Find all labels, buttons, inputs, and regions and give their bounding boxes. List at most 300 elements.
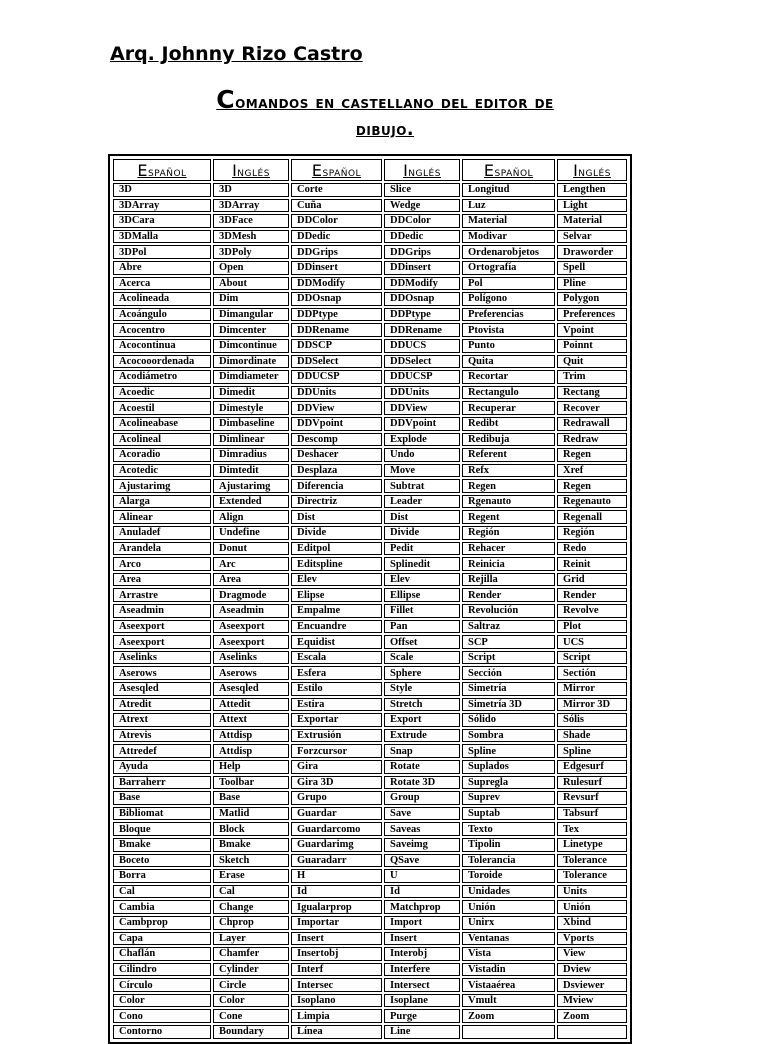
table-cell: Xref [557,464,627,478]
table-cell: Exportar [291,713,382,727]
table-cell: Leader [384,495,460,509]
column-header [213,159,289,181]
table-cell: DDRename [384,323,460,337]
table-cell: Acocentro [113,323,211,337]
table-cell: Color [213,994,289,1008]
table-cell: DDSelect [291,355,382,369]
table-cell: Toolbar [213,776,289,790]
table-cell: Poinnt [557,339,627,353]
table-cell: Corte [291,183,382,197]
table-row [113,557,627,571]
table-cell: Círculo [113,978,211,992]
table-cell: DDinsert [384,261,460,275]
table-cell: Redo [557,542,627,556]
table-cell: Descomp [291,433,382,447]
table-cell: Move [384,464,460,478]
table-cell: Recuperar [462,401,555,415]
table-cell: Dimangular [213,308,289,322]
table-cell: Isoplano [291,994,382,1008]
table-row [113,760,627,774]
table-row [113,854,627,868]
table-cell: Aserows [113,666,211,680]
table-cell: DDUCSP [291,370,382,384]
table-cell: Dist [291,510,382,524]
table-cell: View [557,947,627,961]
table-cell: Revolución [462,604,555,618]
table-cell: Ordenarobjetos [462,245,555,259]
table-cell: DDUCSP [384,370,460,384]
table-row [113,978,627,992]
table-cell: Aseadmin [113,604,211,618]
table-row [113,604,627,618]
table-row [113,666,627,680]
table-cell: About [213,277,289,291]
table-cell: Pedit [384,542,460,556]
table-cell: DDUnits [384,386,460,400]
table-cell: DDGrips [384,245,460,259]
table-row [113,339,627,353]
table-cell: Atrext [113,713,211,727]
table-cell: Ventanas [462,932,555,946]
table-cell: Arandela [113,542,211,556]
table-row [113,495,627,509]
table-cell: Acotedic [113,464,211,478]
column-header [557,159,627,181]
table-cell: Elev [384,573,460,587]
table-cell: Tolerance [557,869,627,883]
table-cell: Open [213,261,289,275]
table-cell: Línea [291,1025,382,1039]
table-cell: Rejilla [462,573,555,587]
table-cell: Divide [384,526,460,540]
table-cell: Estilo [291,682,382,696]
table-cell: Export [384,713,460,727]
table-cell: Suptab [462,807,555,821]
table-cell: Aserows [213,666,289,680]
table-cell: Guaradarr [291,854,382,868]
table-cell: Polygon [557,292,627,306]
table-row [113,885,627,899]
table-cell: Base [113,791,211,805]
table-cell: Ptovista [462,323,555,337]
table-cell: Extended [213,495,289,509]
table-cell: Quita [462,355,555,369]
table-row [113,308,627,322]
table-cell: Recover [557,401,627,415]
table-cell: Acolineabase [113,417,211,431]
table-cell: Capa [113,932,211,946]
table-cell: Acolineal [113,433,211,447]
table-cell: Escala [291,651,382,665]
table-cell: Dimlinear [213,433,289,447]
table-cell: Interfere [384,963,460,977]
table-cell: Redibuja [462,433,555,447]
table-cell: DDView [384,401,460,415]
table-cell: Regen [557,479,627,493]
table-cell: Cambprop [113,916,211,930]
table-cell: Boceto [113,854,211,868]
table-cell: Dimdiameter [213,370,289,384]
table-row [113,776,627,790]
table-cell: Saveimg [384,838,460,852]
table-cell: Vpoint [557,323,627,337]
column-header [384,159,460,181]
table-cell: Equidist [291,635,382,649]
table-cell: Attredef [113,744,211,758]
table-cell: Atrevis [113,729,211,743]
table-cell: Material [557,214,627,228]
table-cell: Arrastre [113,588,211,602]
table-cell: Aseexport [213,635,289,649]
table-cell: 3DCara [113,214,211,228]
table-row [113,199,627,213]
table-cell: Dview [557,963,627,977]
table-cell: Shade [557,729,627,743]
table-cell: 3DMalla [113,230,211,244]
table-cell [462,1025,555,1039]
table-cell: Cuña [291,199,382,213]
table-row [113,1025,627,1039]
table-cell: Forzcursor [291,744,382,758]
table-cell: Xbind [557,916,627,930]
table-cell: Suprev [462,791,555,805]
table-cell: Abre [113,261,211,275]
table-cell: Dragmode [213,588,289,602]
table-cell: Help [213,760,289,774]
table-cell: Trim [557,370,627,384]
table-cell: Layer [213,932,289,946]
table-cell: Dsviewer [557,978,627,992]
table-cell: Bloque [113,822,211,836]
table-cell: Contorno [113,1025,211,1039]
table-cell: Editspline [291,557,382,571]
table-cell: Interobj [384,947,460,961]
table-cell: Style [384,682,460,696]
table-cell: Unión [462,900,555,914]
table-row [113,620,627,634]
table-cell: Rectang [557,386,627,400]
table-cell: Acocooordenada [113,355,211,369]
table-cell: Cono [113,1009,211,1023]
table-cell: UCS [557,635,627,649]
table-cell: Vista [462,947,555,961]
table-cell: Selvar [557,230,627,244]
header-rest: spañol [322,164,362,180]
table-cell: Aselinks [213,651,289,665]
table-row [113,261,627,275]
table-cell: Diferencia [291,479,382,493]
table-cell: Revsurf [557,791,627,805]
table-cell: Spline [557,744,627,758]
table-cell: Rgenauto [462,495,555,509]
table-cell: 3D [113,183,211,197]
table-cell: Luz [462,199,555,213]
table-cell: Unirx [462,916,555,930]
table-cell: Bmake [213,838,289,852]
table-row [113,994,627,1008]
table-cell: Vistadin [462,963,555,977]
table-cell: Script [557,651,627,665]
table-cell: Wedge [384,199,460,213]
table-row [113,573,627,587]
table-row [113,932,627,946]
table-cell: Mirror [557,682,627,696]
table-cell: Encuandre [291,620,382,634]
table-cell: Spell [557,261,627,275]
table-cell: Linetype [557,838,627,852]
table-row [113,791,627,805]
table-cell: Splinedit [384,557,460,571]
table-row [113,292,627,306]
table-cell: Saveas [384,822,460,836]
table-cell: Purge [384,1009,460,1023]
table-cell: Tex [557,822,627,836]
author-name: Arq. Johnny Rizo Castro [110,43,363,65]
table-cell: Block [213,822,289,836]
table-cell: Dimradius [213,448,289,462]
table-cell: Edgesurf [557,760,627,774]
header-initial: I [573,160,579,180]
table-cell: Refx [462,464,555,478]
table-cell: Area [113,573,211,587]
table-cell: Render [462,588,555,602]
table-cell: Dist [384,510,460,524]
table-cell: 3DArray [113,199,211,213]
table-cell: Estira [291,698,382,712]
table-cell: Acoángulo [113,308,211,322]
table-cell: DDUnits [291,386,382,400]
table-cell: Material [462,214,555,228]
table-cell: Guardarcomo [291,822,382,836]
table-cell: DDView [291,401,382,415]
table-cell: Sombra [462,729,555,743]
table-cell: DDinsert [291,261,382,275]
table-cell: Zoom [557,1009,627,1023]
table-row [113,542,627,556]
table-cell: Regen [557,448,627,462]
table-cell: Save [384,807,460,821]
table-cell: Spline [462,744,555,758]
table-cell: Tolerance [557,854,627,868]
table-cell: 3DMesh [213,230,289,244]
table-cell: Undo [384,448,460,462]
table-cell: Tolerancia [462,854,555,868]
table-cell: Barraherr [113,776,211,790]
table-cell: Chamfer [213,947,289,961]
table-cell: DDSelect [384,355,460,369]
table-cell: Ajustarimg [113,479,211,493]
header-initial: I [232,160,238,180]
table-row [113,214,627,228]
table-row [113,838,627,852]
table-cell: Longitud [462,183,555,197]
table-cell: Grupo [291,791,382,805]
table-cell: Quit [557,355,627,369]
table-row [113,651,627,665]
table-cell: Limpia [291,1009,382,1023]
table-cell: Divide [291,526,382,540]
table-cell: Insert [384,932,460,946]
table-cell: Rehacer [462,542,555,556]
table-cell: Ayuda [113,760,211,774]
table-cell: Sphere [384,666,460,680]
table-cell: Explode [384,433,460,447]
table-row [113,682,627,696]
table-cell: Line [384,1025,460,1039]
table-cell: Empalme [291,604,382,618]
table-cell: Id [384,885,460,899]
table-cell: Redibt [462,417,555,431]
table-cell: Stretch [384,698,460,712]
table-cell: Unidades [462,885,555,899]
table-row [113,323,627,337]
commands-table-frame [108,154,632,1044]
table-cell: Suplados [462,760,555,774]
document-title [110,86,660,144]
table-cell: Subtrat [384,479,460,493]
table-cell: Intersec [291,978,382,992]
table-cell: SCP [462,635,555,649]
table-cell: Group [384,791,460,805]
table-row [113,713,627,727]
header-initial: E [311,160,323,180]
table-row [113,869,627,883]
table-cell: Saltraz [462,620,555,634]
table-cell: Mview [557,994,627,1008]
table-cell: Toroide [462,869,555,883]
table-row [113,963,627,977]
table-cell: Erase [213,869,289,883]
table-cell: 3DFace [213,214,289,228]
table-cell: Area [213,573,289,587]
table-row [113,370,627,384]
table-cell: H [291,869,382,883]
table-cell: Boundary [213,1025,289,1039]
table-cell: Referent [462,448,555,462]
table-cell: DDOsnap [384,292,460,306]
header-rest: spañol [148,164,187,180]
table-cell: Regent [462,510,555,524]
table-cell: Redrawall [557,417,627,431]
table-cell: Preferences [557,308,627,322]
table-cell: Editpol [291,542,382,556]
table-cell: Unión [557,900,627,914]
title-line2: dibujo. [355,120,415,140]
table-cell: Ortografía [462,261,555,275]
table-cell: Acolineada [113,292,211,306]
header-rest: nglés [237,164,270,180]
table-cell: DDGrips [291,245,382,259]
table-cell: Polígono [462,292,555,306]
table-cell: Alinear [113,510,211,524]
table-cell: Borra [113,869,211,883]
table-cell: Acoestil [113,401,211,415]
table-cell [557,1025,627,1039]
table-cell: Fillet [384,604,460,618]
table-cell: Draworder [557,245,627,259]
table-cell: Mirror 3D [557,698,627,712]
table-cell: DDUCS [384,339,460,353]
table-cell: Chprop [213,916,289,930]
table-cell: Ajustarimg [213,479,289,493]
table-cell: Regenauto [557,495,627,509]
table-cell: Tipolin [462,838,555,852]
table-row [113,417,627,431]
table-cell: Elev [291,573,382,587]
table-cell: Extrude [384,729,460,743]
table-cell: Reinit [557,557,627,571]
table-cell: Aseadmin [213,604,289,618]
table-row [113,448,627,462]
table-cell: Scale [384,651,460,665]
table-cell: Rectangulo [462,386,555,400]
table-cell: Asesqled [113,682,211,696]
table-cell: Arc [213,557,289,571]
table-cell: Deshacer [291,448,382,462]
table-cell: DDVpoint [291,417,382,431]
table-cell: Región [462,526,555,540]
table-cell: DDedic [291,230,382,244]
table-cell: DDColor [384,214,460,228]
table-cell: Cilindro [113,963,211,977]
table-cell: Simetría [462,682,555,696]
table-cell: Matchprop [384,900,460,914]
table-cell: Aseexport [113,620,211,634]
table-row [113,386,627,400]
table-cell: Insertobj [291,947,382,961]
table-cell: Elipse [291,588,382,602]
table-cell: DDPtype [291,308,382,322]
table-cell: Acodiámetro [113,370,211,384]
header-rest: nglés [408,164,441,180]
table-row [113,401,627,415]
table-row [113,822,627,836]
table-cell: Extrusión [291,729,382,743]
table-cell: Punto [462,339,555,353]
table-row [113,183,627,197]
title-line1-rest: omandos en castellano del editor de [235,93,554,113]
table-row [113,479,627,493]
commands-table [111,157,629,1041]
title-first-letter: C [216,85,236,114]
table-cell: Grid [557,573,627,587]
header-rest: nglés [578,164,611,180]
table-cell: DDModify [291,277,382,291]
table-cell: Vports [557,932,627,946]
table-cell: Align [213,510,289,524]
table-cell: Preferencias [462,308,555,322]
table-row [113,947,627,961]
table-cell: Base [213,791,289,805]
table-cell: Aseexport [113,635,211,649]
table-cell: Insert [291,932,382,946]
table-cell: DDSCP [291,339,382,353]
table-row [113,1009,627,1023]
table-cell: Cylinder [213,963,289,977]
table-cell: Rotate 3D [384,776,460,790]
table-cell: Esfera [291,666,382,680]
table-cell: Dimtedit [213,464,289,478]
table-cell: Asesqled [213,682,289,696]
table-cell: Sólido [462,713,555,727]
table-cell: Id [291,885,382,899]
table-cell: Aselinks [113,651,211,665]
table-cell: Reinicia [462,557,555,571]
header-initial: I [403,160,409,180]
table-cell: Ellipse [384,588,460,602]
table-cell: Guardar [291,807,382,821]
table-cell: Tabsurf [557,807,627,821]
